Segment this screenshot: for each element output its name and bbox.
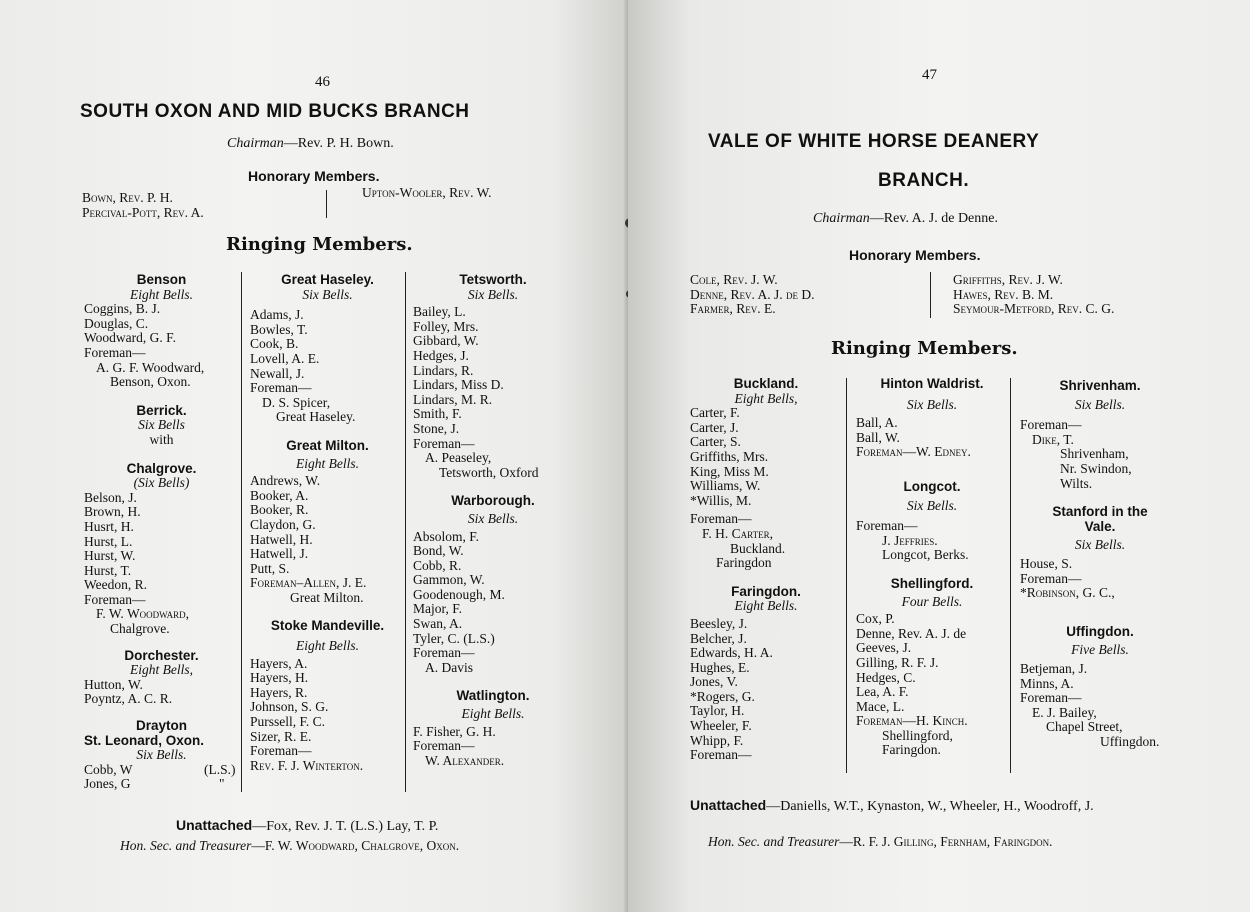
tower-name: Hinton Waldrist. — [880, 376, 984, 391]
list-item: Brown, H. — [84, 504, 141, 520]
chairman-line — [813, 211, 998, 227]
bells: Eight Bells, — [130, 662, 193, 678]
list-item: Foreman— — [690, 747, 752, 763]
list-item: Bown, Rev. P. H. — [82, 190, 173, 205]
list-item: Rev. F. J. Winterton. — [250, 757, 364, 773]
tower-name: Buckland. — [733, 376, 799, 391]
list-item: Hurst, L. — [84, 533, 133, 549]
list-item: Lindars, R. — [413, 362, 474, 378]
list-item: Faringdon. — [882, 742, 941, 758]
ls-note: (L.S.) — [204, 761, 236, 777]
secretary-label: Hon. Sec. and Treasurer — [120, 838, 252, 853]
secretary-label: Hon. Sec. and Treasurer — [708, 834, 840, 849]
honorary-list-1 — [690, 273, 815, 317]
divider — [846, 378, 847, 773]
list-item: Foreman— — [250, 380, 312, 396]
list-item: Ball, A. — [856, 415, 898, 431]
list-item: Foreman— — [413, 645, 475, 661]
tower-name: Great Haseley. — [281, 272, 374, 287]
list-item: Griffiths, Mrs. — [690, 448, 769, 464]
list-item: Foreman— — [856, 518, 918, 534]
divider — [241, 272, 242, 792]
list-item: Newall, J. — [250, 365, 305, 381]
column-3 — [413, 273, 573, 768]
list-item: Beesley, J. — [690, 615, 748, 631]
list-item: Purssell, F. C. — [250, 714, 326, 730]
branch-title-line1: VALE OF WHITE HORSE DEANERY — [708, 131, 1040, 152]
tower-name: Benson — [136, 272, 187, 287]
list-item: Geeves, J. — [856, 640, 912, 656]
list-item: Hurst, W. — [84, 548, 136, 564]
list-item: Lea, A. F. — [856, 684, 909, 700]
list-item: Hurst, T. — [84, 562, 132, 578]
list-item: W. Alexander. — [425, 752, 505, 768]
secretary-name: —R. F. J. Gilling, Fernham, Faringdon. — [839, 834, 1053, 849]
list-item: Folley, Mrs. — [413, 318, 479, 334]
ditto-mark: " — [219, 776, 225, 792]
list-item: A. Peaseley, — [425, 450, 492, 466]
ringing-heading: Ringing Members. — [226, 234, 413, 255]
bells: Four Bells. — [901, 593, 963, 609]
tower-name: Longcot. — [903, 478, 961, 494]
list-item: Hayers, A. — [250, 655, 308, 671]
list-item: Andrews, W. — [250, 473, 321, 489]
column-1 — [84, 273, 239, 792]
list-item: Shellingford, — [882, 727, 953, 743]
list-item: Percival-Pott, Rev. A. — [82, 204, 204, 220]
list-item: D. S. Spicer, — [262, 394, 331, 410]
list-item: E. J. Bailey, — [1032, 704, 1097, 720]
list-item: Nr. Swindon, — [1060, 460, 1132, 476]
unattached-label: Unattached — [690, 797, 767, 813]
list-item: A. G. F. Woodward, — [96, 359, 205, 375]
list-item: Wheeler, F. — [690, 718, 752, 734]
list-item: Carter, F. — [690, 405, 740, 421]
list-item: Ball, W. — [856, 429, 900, 445]
unattached-names: —Fox, Rev. J. T. (L.S.) Lay, T. P. — [252, 819, 439, 834]
list-item: Weedon, R. — [84, 577, 148, 593]
list-item: Foreman— — [84, 344, 146, 360]
list-item: Benson, Oxon. — [110, 374, 191, 390]
divider — [326, 190, 327, 218]
chairman-line — [227, 136, 394, 152]
list-item: Cox, P. — [856, 611, 895, 627]
list-item: Whipp, F. — [690, 732, 744, 748]
list-item: Adams, J. — [250, 307, 304, 323]
list-item: Foreman— — [84, 591, 146, 607]
list-item: Coggins, B. J. — [84, 301, 161, 317]
list-item: Johnson, S. G. — [250, 699, 329, 715]
list-item: with — [149, 431, 174, 447]
list-item: Poyntz, A. C. R. — [84, 691, 173, 707]
list-item: Booker, R. — [250, 502, 309, 518]
list-item: Mace, L. — [856, 698, 905, 714]
divider — [405, 272, 406, 792]
bells: Five Bells. — [1071, 642, 1129, 658]
honorary-heading: Honorary Members. — [849, 247, 981, 263]
secretary-line — [120, 838, 459, 854]
bells: Six Bells. — [906, 497, 958, 513]
tower-name: Uffingdon. — [1066, 623, 1134, 639]
list-item: Bowles, T. — [250, 321, 308, 337]
list-item: Jones, V. — [690, 674, 738, 690]
list-item: F. H. Carter, — [702, 525, 774, 541]
bells: Eight Bells. — [296, 638, 359, 654]
list-item — [84, 763, 239, 778]
ringing-heading: Ringing Members. — [831, 338, 1018, 359]
list-item: Hawes, Rev. B. M. — [953, 286, 1054, 302]
chairman-name: —Rev. P. H. Bown. — [283, 136, 394, 151]
secretary-line — [708, 834, 1052, 850]
chairman-name: —Rev. A. J. de Denne. — [869, 211, 998, 226]
bells: Six Bells — [138, 417, 185, 433]
bells: Eight Bells. — [296, 455, 359, 471]
tower-name: Warborough. — [451, 493, 535, 509]
list-item: Gibbard, W. — [413, 333, 479, 349]
list-item: Smith, F. — [413, 406, 462, 422]
list-item: Foreman— — [1020, 417, 1082, 433]
list-item: Upton-Wooler, Rev. W. — [362, 185, 492, 200]
list-item: Hatwell, H. — [250, 531, 313, 547]
list-item: Chapel Street, — [1046, 719, 1123, 735]
list-item: Foreman–Allen, J. E. — [250, 575, 367, 591]
list-item: Lindars, Miss D. — [413, 377, 504, 393]
list-item: Williams, W. — [690, 478, 761, 494]
bells: Six Bells. — [467, 510, 519, 526]
tower-name: Great Milton. — [286, 437, 369, 453]
list-item: J. Jeffries. — [882, 532, 938, 548]
chairman-label: Chairman — [227, 136, 284, 151]
tower-name: Drayton — [135, 718, 187, 734]
list-item: A. Davis — [425, 659, 473, 675]
list-item: Tetsworth, Oxford — [439, 464, 539, 480]
list-item: Cole, Rev. J. W. — [690, 272, 778, 287]
list-item: Cook, B. — [250, 336, 299, 352]
list-item: Denne, Rev. A. J. de — [856, 625, 967, 641]
list-item: Foreman—W. Edney. — [856, 444, 971, 460]
page-number: 47 — [922, 67, 937, 83]
list-item: *Willis, M. — [690, 492, 752, 508]
list-item: Seymour-Metford, Rev. C. G. — [953, 301, 1115, 317]
list-item: Claydon, G. — [250, 516, 316, 532]
list-item: F. Fisher, G. H. — [413, 723, 496, 739]
bells: Eight Bells, — [734, 390, 798, 406]
page-number: 46 — [315, 74, 330, 90]
list-item: Great Milton. — [290, 589, 364, 605]
list-item: F. W. Woodward, — [96, 606, 190, 622]
bells: Six Bells. — [1074, 537, 1126, 553]
list-item: Hedges, C. — [856, 669, 916, 685]
list-item: Longcot, Berks. — [882, 547, 969, 563]
list-item: Edwards, H. A. — [690, 645, 773, 661]
unattached-label: Unattached — [176, 817, 253, 833]
column-2 — [856, 377, 1008, 758]
list-item: Buckland. — [730, 540, 786, 556]
list-item — [84, 777, 239, 792]
list-item: Hedges, J. — [413, 347, 469, 363]
list-item: Cobb, R. — [413, 557, 462, 573]
list-item: Lovell, A. E. — [250, 350, 320, 366]
list-item: Foreman— — [250, 743, 312, 759]
list-item: Uffingdon. — [1100, 733, 1160, 749]
honorary-list-2 — [953, 273, 1114, 317]
tower-name: Faringdon. — [731, 583, 801, 599]
list-item: Dike, T. — [1032, 431, 1074, 447]
chairman-label: Chairman — [813, 211, 870, 226]
list-item: Griffiths, Rev. J. W. — [953, 272, 1063, 287]
list-item: Hughes, E. — [690, 659, 750, 675]
list-item: Major, F. — [413, 601, 463, 617]
list-item: Gilling, R. F. J. — [856, 654, 939, 670]
list-item: Carter, J. — [690, 419, 739, 435]
column-1 — [690, 377, 842, 763]
tower-name: St. Leonard, Oxon. — [84, 732, 205, 748]
list-item: Foreman— — [1020, 570, 1082, 586]
list-item: *Robinson, G. C., — [1020, 585, 1115, 601]
tower-name: Stanford in the — [1052, 504, 1148, 520]
list-item: Foreman— — [1020, 690, 1082, 706]
unattached-names: —Daniells, W.T., Kynaston, W., Wheeler, H., Woodroff, J. — [766, 799, 1094, 814]
list-item: Shrivenham, — [1060, 446, 1129, 462]
bells: Six Bells. — [1074, 396, 1126, 412]
tower-name: Shellingford. — [890, 575, 974, 591]
list-item: Swan, A. — [413, 616, 463, 632]
tower-name: Berrick. — [136, 402, 187, 418]
divider — [1010, 378, 1011, 773]
list-item: King, Miss M. — [690, 463, 769, 479]
list-item: Foreman— — [413, 738, 475, 754]
list-item: Lindars, M. R. — [413, 391, 493, 407]
list-item: Woodward, G. F. — [84, 330, 176, 346]
list-item: Taylor, H. — [690, 703, 745, 719]
list-item: Wilts. — [1060, 475, 1093, 491]
list-item: Belcher, J. — [690, 630, 747, 646]
tower-name: Shrivenham. — [1059, 378, 1141, 393]
list-item: Bond, W. — [413, 543, 464, 559]
bells: Six Bells. — [302, 286, 353, 302]
honorary-heading: Honorary Members. — [248, 168, 380, 184]
list-item: Chalgrove. — [110, 621, 170, 637]
list-item: House, S. — [1020, 555, 1073, 571]
list-item: Tyler, C. (L.S.) — [413, 630, 495, 646]
bells: Eight Bells. — [130, 286, 193, 302]
list-item: Putt, S. — [250, 560, 290, 576]
unattached-line — [176, 817, 438, 835]
list-item: Absolom, F. — [413, 528, 480, 544]
bells: Eight Bells. — [461, 706, 525, 722]
list-item: Stone, J. — [413, 420, 460, 436]
honorary-list-1 — [82, 191, 204, 220]
divider — [930, 272, 931, 318]
branch-title-line2: BRANCH. — [878, 170, 970, 191]
secretary-name: —F. W. Woodward, Chalgrove, Oxon. — [251, 838, 460, 853]
list-item: Foreman—H. Kinch. — [856, 713, 968, 729]
tower-name: Vale. — [1084, 518, 1116, 534]
bells: Six Bells. — [906, 396, 958, 412]
list-item: Betjeman, J. — [1020, 660, 1088, 676]
list-item: Great Haseley. — [276, 409, 356, 425]
list-item: Gammon, W. — [413, 572, 485, 588]
ringer-name: Jones, G — [84, 776, 131, 792]
bells: Six Bells. — [467, 286, 519, 302]
tower-name: Chalgrove. — [126, 460, 197, 476]
list-item: Goodenough, M. — [413, 586, 505, 602]
column-2 — [250, 273, 405, 773]
honorary-list-2 — [362, 186, 491, 201]
tower-name: Watlington. — [456, 688, 530, 704]
list-item: Husrt, H. — [84, 518, 134, 534]
list-item: *Rogers, G. — [690, 688, 755, 704]
list-item: Hayers, H. — [250, 670, 309, 686]
tower-name: Stoke Mandeville. — [270, 618, 385, 634]
tower-name: Dorchester. — [124, 647, 199, 663]
column-3 — [1020, 377, 1180, 749]
list-item: Faringdon — [716, 555, 772, 571]
right-page — [628, 0, 1250, 912]
list-item: Carter, S. — [690, 434, 741, 450]
tower-name: Tetsworth. — [459, 272, 527, 287]
ringer-name: Cobb, W — [84, 761, 133, 777]
list-item: Foreman— — [413, 435, 475, 451]
list-item: Hayers, R. — [250, 684, 308, 700]
list-item: Bailey, L. — [413, 304, 466, 320]
list-item: Sizer, R. E. — [250, 728, 312, 744]
list-item: Hatwell, J. — [250, 546, 309, 562]
list-item: Foreman— — [690, 511, 752, 527]
unattached-line — [690, 797, 1094, 815]
list-item: Belson, J. — [84, 489, 137, 505]
branch-title: SOUTH OXON AND MID BUCKS BRANCH — [80, 101, 470, 122]
list-item: Minns, A. — [1020, 675, 1074, 691]
bells: Eight Bells. — [734, 598, 798, 614]
list-item: Booker, A. — [250, 487, 309, 503]
list-item: Farmer, Rev. E. — [690, 301, 776, 317]
list-item: Denne, Rev. A. J. de D. — [690, 286, 815, 302]
list-item: Hutton, W. — [84, 676, 143, 692]
bells: (Six Bells) — [133, 475, 190, 491]
bells: Six Bells. — [136, 747, 187, 763]
list-item: Douglas, C. — [84, 315, 149, 331]
